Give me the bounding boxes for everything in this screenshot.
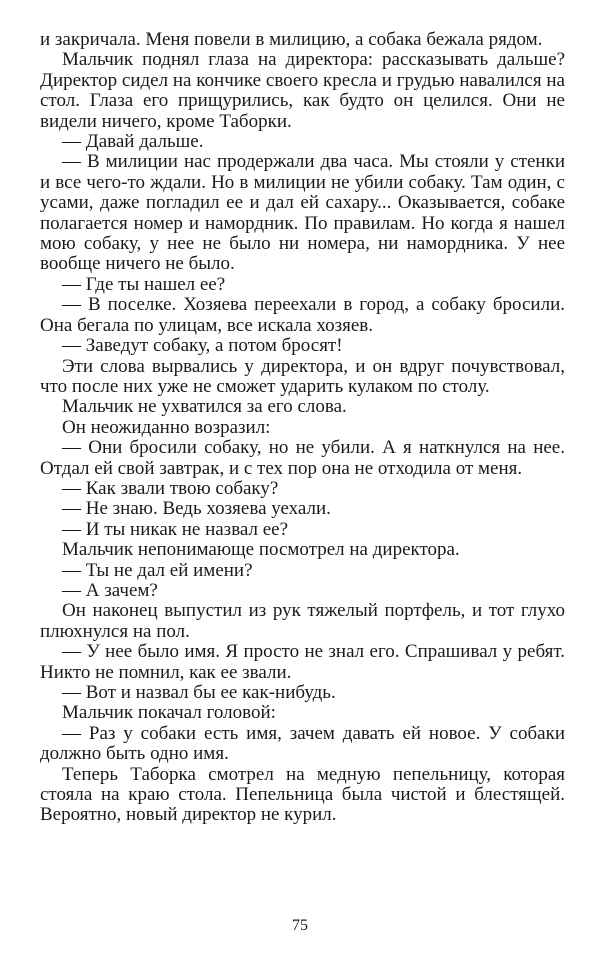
paragraph: — В поселке. Хозяева переехали в город, а собаку бросили. Она бегала по улицам, все искала хозяев. <box>40 294 565 336</box>
paragraph: — А зачем? <box>62 579 158 601</box>
paragraph: — Раз у собаки есть имя, зачем давать ей новое. У собаки должно быть одно имя. <box>40 722 565 765</box>
paragraph: — Они бросили собаку, но не убили. А я наткнулся на нее. Отдал ей свой завтрак, и с тех пор она не отходила от меня. <box>40 437 565 479</box>
page-number: 75 <box>292 917 308 934</box>
paragraph: — Вот и назвал бы ее как-нибудь. <box>62 682 336 703</box>
paragraph: Мальчик не ухватился за его слова. <box>62 396 347 418</box>
paragraph: — Где ты нашел ее? <box>62 273 226 295</box>
paragraph: — И ты никак не назвал ее? <box>62 518 289 540</box>
paragraph: Эти слова вырвались у директора, и он вдруг почувствовал, что после них уже не сможет ударить кулаком по столу. <box>40 355 565 397</box>
paragraph: Теперь Таборка смотрел на медную пепельницу, которая стояла на краю стола. Пепельница была чистой и блестящей. Вероятно, новый директор не курил. <box>40 763 565 826</box>
paragraph: Он наконец выпустил из рук тяжелый портфель, и тот глухо плюхнулся на пол. <box>40 600 565 642</box>
page-text <box>40 30 565 826</box>
paragraph: Мальчик покачал головой: <box>62 702 276 724</box>
paragraph: — В милиции нас продержали два часа. Мы стояли у стенки и все чего-то ждали. Но в милиции не убили собаку. Там один, с усами, даже погладил ее и дал ей сахару... Оказывается, собаке полагается номер и намордник. По правилам. Но когда я нашел мою собаку, у нее не было ни номера, ни намордника. У нее вообще ничего не было. <box>40 151 565 275</box>
paragraph: Он неожиданно возразил: <box>62 416 271 438</box>
paragraph: — Заведут собаку, а потом бросят! <box>62 335 343 357</box>
paragraph: — Не знаю. Ведь хозяева уехали. <box>62 498 331 520</box>
paragraph: — Как звали твою собаку? <box>62 477 279 499</box>
paragraph: — У нее было имя. Я просто не знал его. Спрашивал у ребят. Никто не помнил, как ее звали. <box>40 641 565 683</box>
paragraph: Мальчик непонимающе посмотрел на директора. <box>62 539 460 561</box>
paragraph: — Давай дальше. <box>62 131 204 153</box>
paragraph: Мальчик поднял глаза на директора: рассказывать дальше? Директор сидел на кончике своего кресла и грудью навалился на стол. Глаза его прищурились, как будто он целился. Они не видели ничего, кроме Таборки. <box>40 49 565 132</box>
paragraph: — Ты не дал ей имени? <box>62 559 253 581</box>
paragraph: и закричала. Меня повели в милицию, а собака бежала рядом. <box>40 29 543 50</box>
